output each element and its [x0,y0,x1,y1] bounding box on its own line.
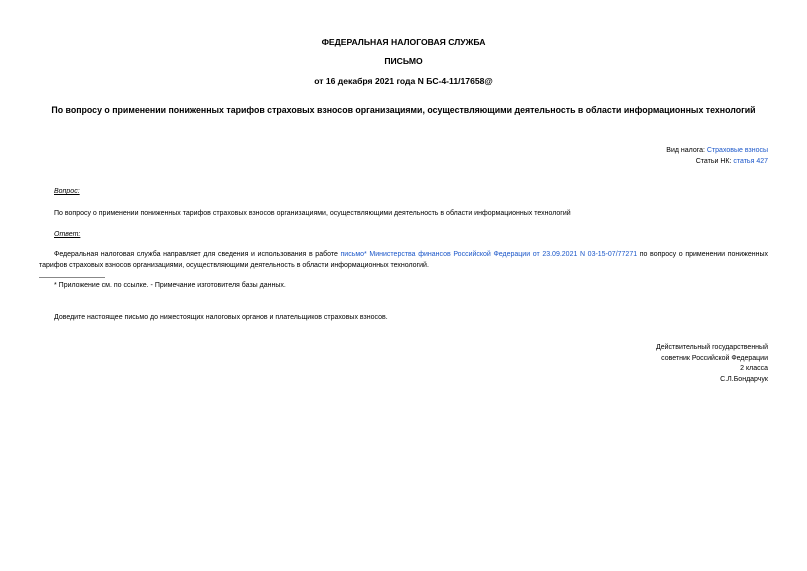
signatory-rank-line-3: 2 класса [740,365,768,372]
nk-articles-label: Статьи НК: [695,158,734,165]
agency-title: ФЕДЕРАЛЬНАЯ НАЛОГОВАЯ СЛУЖБА [321,37,486,47]
answer-prefix: Федеральная налоговая служба направляет для сведения и использования в работе [54,251,341,258]
nk-articles-line [696,157,768,167]
document-type: ПИСЬМО [384,56,423,66]
document-date-number: от 16 декабря 2021 года N БС-4-11/17658@ [314,76,493,86]
tax-type-line [666,146,768,156]
document-subject: По вопросу о применении пониженных тарифов страховых взносов организациями, осуществляющими деятельность в области информационных технологий [51,105,756,115]
tax-type-label: Вид налога: [666,147,707,154]
answer-text [39,249,768,271]
signatory-rank-line-1: Действительный государственный [656,344,768,351]
minfin-letter-link[interactable]: письмо* Министерства финансов Российской Федерации от 23.09.2021 N 03-15-07/77271 [340,251,638,258]
signatory-name: С.Л.Бондарчук [720,375,768,383]
question-text: По вопросу о применении пониженных тарифов страховых взносов организациями, осуществляющими деятельность в области информационных технологий [54,210,571,217]
tax-type-link[interactable]: Страховые взносы [706,147,768,154]
footnote-divider [39,277,105,278]
nk-article-link[interactable]: статья 427 [733,158,768,165]
answer-suffix: по вопросу о применении пониженных тарифов страховых взносов организациями, осуществляющими деятельность в области информационных технологий. [39,251,768,269]
instruction-text: Доведите настоящее письмо до нижестоящих налоговых органов и плательщиков страховых взносов. [54,314,388,321]
answer-label: Ответ: [54,231,81,238]
footnote-text: * Приложение см. по ссылке. - Примечание изготовителя базы данных. [54,282,286,289]
question-label: Вопрос: [54,188,80,195]
signatory-rank-line-2: советник Российской Федерации [661,354,768,362]
